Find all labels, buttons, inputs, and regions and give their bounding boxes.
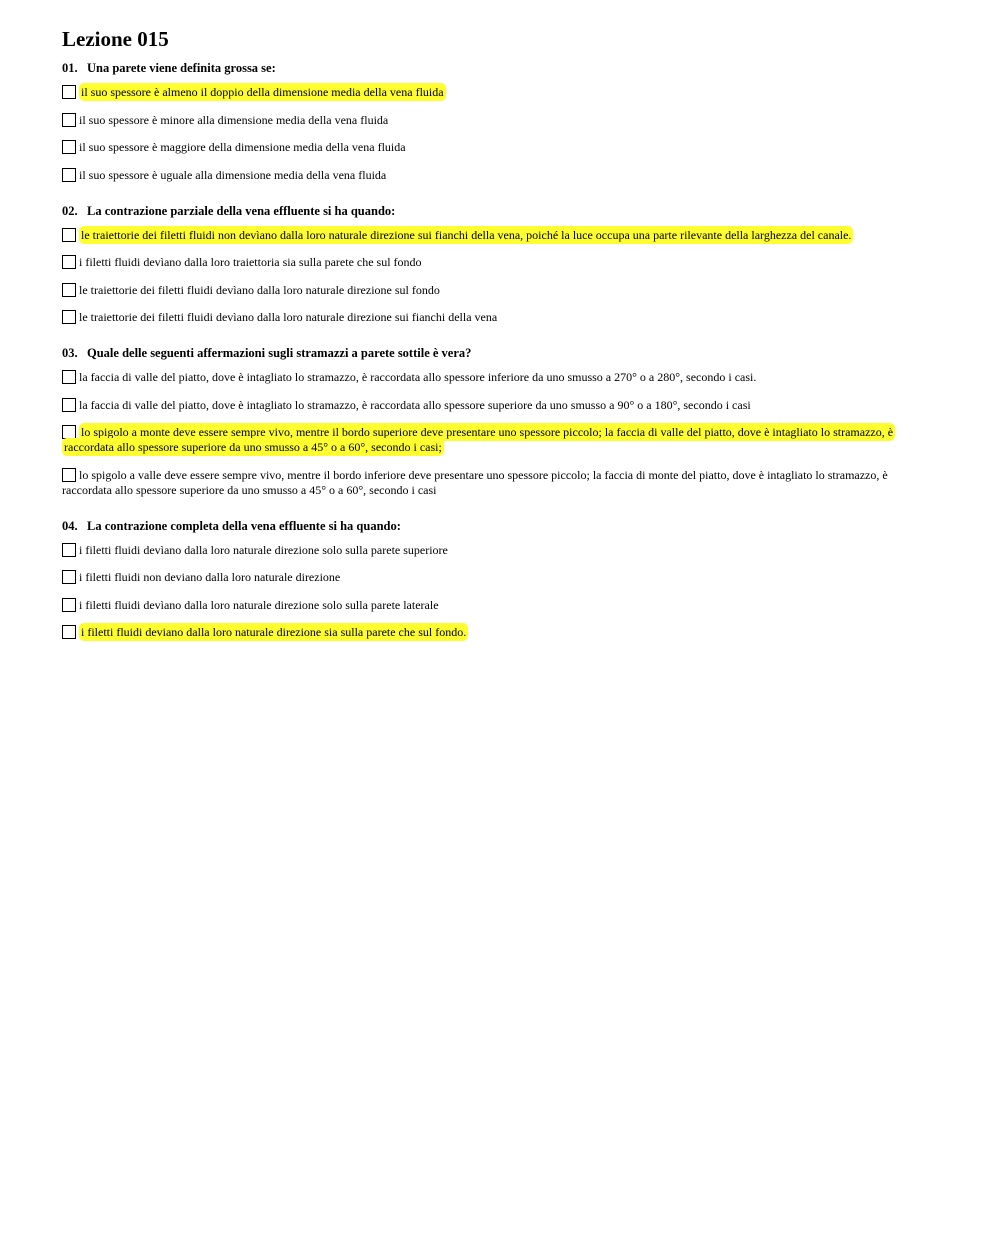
question-number: 04.	[62, 518, 78, 533]
answer-checkbox[interactable]	[62, 85, 76, 99]
answer-option	[62, 543, 928, 558]
answer-checkbox[interactable]	[62, 625, 76, 639]
answer-text-highlighted: lo spigolo a monte deve essere sempre vivo, mentre il bordo superiore deve presentare uno spessore piccolo; la faccia di valle del piatto, dove è intagliato lo stramazzo, è raccordata allo spessore superiore da uno smusso a 45° o a 60°, secondo i casi;	[64, 425, 894, 454]
question-heading	[62, 203, 928, 219]
answer-option	[62, 140, 928, 155]
answer-checkbox[interactable]	[62, 598, 76, 612]
answer-option	[62, 598, 928, 613]
answer-option	[62, 228, 928, 243]
answer-checkbox[interactable]	[62, 468, 76, 482]
answer-checkbox[interactable]	[62, 255, 76, 269]
answer-option	[62, 570, 928, 585]
question-text: Quale delle seguenti affermazioni sugli stramazzi a parete sottile è vera?	[87, 346, 472, 360]
answer-checkbox[interactable]	[62, 398, 76, 412]
answer-option	[62, 255, 928, 270]
answer-text: lo spigolo a valle deve essere sempre vivo, mentre il bordo inferiore deve presentare uno spessore piccolo; la faccia di monte del piatto, dove è intagliato lo stramazzo, è raccordata allo spessore superiore da uno smusso a 45° o a 60°, secondo i casi	[62, 467, 888, 497]
answer-option	[62, 370, 928, 385]
question-block	[62, 345, 928, 498]
question-heading	[62, 518, 928, 534]
answer-option	[62, 625, 928, 640]
answer-option	[62, 398, 928, 413]
answer-text-highlighted: i filetti fluidi deviano dalla loro naturale direzione sia sulla parete che sul fondo.	[81, 625, 467, 639]
answer-text: il suo spessore è minore alla dimensione media della vena fluida	[79, 112, 389, 127]
answer-checkbox[interactable]	[62, 140, 76, 154]
answer-text: la faccia di valle del piatto, dove è intagliato lo stramazzo, è raccordata allo spessore superiore da uno smusso a 90° o a 180°, secondo i casi	[79, 397, 751, 412]
answer-text: i filetti fluidi non deviano dalla loro naturale direzione	[79, 570, 341, 584]
answer-text: la faccia di valle del piatto, dove è intagliato lo stramazzo, è raccordata allo spessore inferiore da uno smusso a 270° o a 280°, secondo i casi.	[79, 370, 757, 384]
question-text: La contrazione parziale della vena effluente si ha quando:	[87, 203, 396, 218]
answer-option	[62, 468, 928, 498]
answer-option	[62, 168, 928, 183]
answer-checkbox[interactable]	[62, 570, 76, 584]
answer-text-highlighted: il suo spessore è almeno il doppio della dimensione media della vena fluida	[81, 85, 444, 99]
question-text: La contrazione completa della vena effluente si ha quando:	[87, 518, 401, 533]
page-title: Lezione 015	[62, 27, 169, 51]
answer-checkbox[interactable]	[62, 113, 76, 127]
answer-option	[62, 113, 928, 128]
answer-option	[62, 85, 928, 100]
answer-checkbox[interactable]	[62, 425, 76, 439]
answer-text: i filetti fluidi devìano dalla loro naturale direzione solo sulla parete laterale	[79, 597, 439, 612]
answer-checkbox[interactable]	[62, 370, 76, 384]
question-number: 01.	[62, 61, 78, 75]
answer-option	[62, 425, 928, 455]
answer-option	[62, 283, 928, 298]
answer-text: i filetti fluidi devìano dalla loro traiettoria sia sulla parete che sul fondo	[79, 255, 422, 269]
question-heading	[62, 60, 928, 76]
answer-text: il suo spessore è maggiore della dimensione media della vena fluida	[79, 140, 406, 154]
question-heading	[62, 345, 928, 361]
answer-checkbox[interactable]	[62, 168, 76, 182]
question-number: 02.	[62, 203, 78, 218]
answer-text: le traiettorie dei filetti fluidi devìano dalla loro naturale direzione sui fianchi della vena	[79, 310, 498, 324]
answer-checkbox[interactable]	[62, 228, 76, 242]
answer-checkbox[interactable]	[62, 310, 76, 324]
answer-text: il suo spessore è uguale alla dimensione media della vena fluida	[79, 167, 387, 182]
question-block	[62, 518, 928, 641]
answer-option	[62, 310, 928, 325]
answer-text: le traiettorie dei filetti fluidi devìano dalla loro naturale direzione sul fondo	[79, 282, 440, 297]
question-text: Una parete viene definita grossa se:	[87, 61, 276, 75]
answer-checkbox[interactable]	[62, 543, 76, 557]
question-block	[62, 60, 928, 183]
question-block	[62, 203, 928, 326]
document-page	[62, 27, 928, 660]
answer-checkbox[interactable]	[62, 283, 76, 297]
answer-text-highlighted: le traiettorie dei filetti fluidi non devìano dalla loro naturale direzione sui fianchi della vena, poiché la luce occupa una parte rilevante della larghezza del canale.	[81, 227, 852, 242]
answer-text: i filetti fluidi devìano dalla loro naturale direzione solo sulla parete superiore	[79, 542, 448, 557]
question-number: 03.	[62, 346, 78, 360]
